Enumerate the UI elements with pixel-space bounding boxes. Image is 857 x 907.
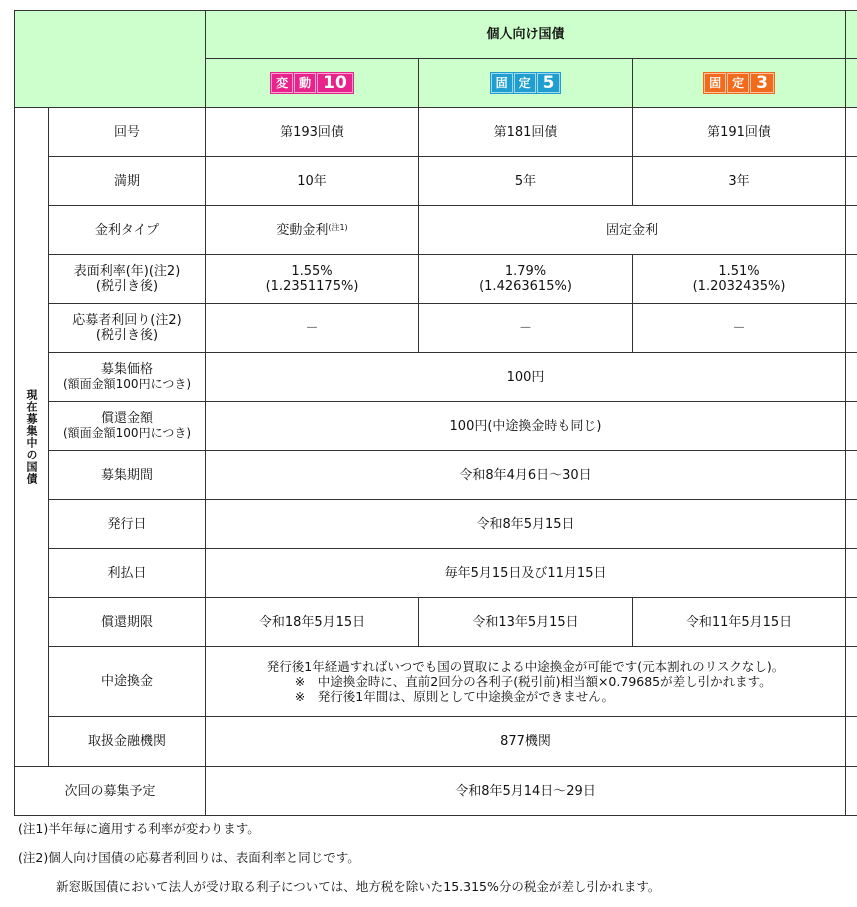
rate-after-tax: (1.2351175%) (206, 279, 418, 294)
badge-char: 固 (704, 73, 726, 93)
row-interest-dates (15, 549, 857, 598)
row-institutions (15, 717, 857, 767)
badge-char: 定 (727, 73, 749, 93)
row-label: 発行日 (49, 500, 206, 549)
header-overflow (846, 59, 857, 108)
cell: 100円 (206, 353, 846, 402)
overflow-cell (846, 108, 857, 157)
cell: 令和8年5月15日 (206, 500, 846, 549)
row-label (49, 255, 206, 304)
row-coupon (15, 255, 857, 304)
cell: － (633, 304, 846, 353)
badge-char: 固 (491, 73, 513, 93)
text-line: ※ 中途換金時に、直前2回分の各利子(税引前)相当額×0.79685が差し引かれます。 (267, 674, 784, 689)
overflow-cell (846, 255, 857, 304)
header-overflow (846, 11, 857, 59)
label-sub: (額面金額100円につき) (49, 426, 205, 441)
cell: 固定金利 (419, 206, 846, 255)
floating-rate-text: 変動金利 (276, 223, 328, 238)
cell: 第191回債 (633, 108, 846, 157)
table-title: 個人向け国債 (206, 11, 846, 59)
cell (633, 255, 846, 304)
overflow-cell (846, 451, 857, 500)
product-header-fixed5 (419, 59, 633, 108)
overflow-cell (846, 598, 857, 647)
cell (206, 206, 419, 255)
overflow-cell (846, 767, 857, 816)
badge-number: 3 (750, 73, 774, 93)
label-main: 応募者利回り(注2) (49, 313, 205, 328)
label-sub: (税引き後) (49, 328, 205, 343)
row-label: 償還期限 (49, 598, 206, 647)
row-label: 満期 (49, 157, 206, 206)
row-issue-date (15, 500, 857, 549)
cell: 3年 (633, 157, 846, 206)
rate: 1.51% (633, 264, 845, 279)
cell: 令和8年4月6日～30日 (206, 451, 846, 500)
row-maturity-date (15, 598, 857, 647)
early-redemption-text (267, 659, 784, 704)
row-label: 次回の募集予定 (15, 767, 206, 816)
overflow-cell (846, 157, 857, 206)
rate: 1.79% (419, 264, 632, 279)
row-maturity (15, 157, 857, 206)
label-main: 募集価格 (49, 362, 205, 377)
cell: 第193回債 (206, 108, 419, 157)
cell (206, 647, 846, 717)
row-early-redemption (15, 647, 857, 717)
row-issue-price (15, 353, 857, 402)
bond-comparison-table (14, 10, 857, 816)
rate-after-tax: (1.4263615%) (419, 279, 632, 294)
text-line: ※ 発行後1年間は、原則として中途換金ができません。 (267, 689, 784, 704)
row-yield (15, 304, 857, 353)
kotei3-badge-icon (703, 72, 775, 94)
overflow-cell (846, 304, 857, 353)
footnote-2: (注2)個人向け国債の応募者利回りは、表面利率と同じです。 (18, 849, 660, 878)
cell: － (206, 304, 419, 353)
footnotes (18, 820, 660, 907)
label-sub: (税引き後) (49, 279, 205, 294)
row-label: 募集期間 (49, 451, 206, 500)
row-label: 中途換金 (49, 647, 206, 717)
overflow-cell (846, 647, 857, 717)
row-next-offering (15, 767, 857, 816)
badge-char: 定 (514, 73, 536, 93)
badge-number: 5 (537, 73, 561, 93)
row-label (49, 353, 206, 402)
kotei5-badge-icon (490, 72, 562, 94)
row-rate-type (15, 206, 857, 255)
cell: 令和8年5月14日～29日 (206, 767, 846, 816)
row-label (49, 402, 206, 451)
row-label: 取扱金融機関 (49, 717, 206, 767)
cell: 第181回債 (419, 108, 633, 157)
hendo10-badge-icon (270, 72, 354, 94)
cell: 令和13年5月15日 (419, 598, 633, 647)
row-label (49, 304, 206, 353)
row-label: 回号 (49, 108, 206, 157)
cell (206, 255, 419, 304)
cell (419, 255, 633, 304)
footnote-1: (注1)半年毎に適用する利率が変わります。 (18, 820, 660, 849)
row-offering-period (15, 451, 857, 500)
overflow-cell (846, 402, 857, 451)
text-line: 発行後1年経過すればいつでも国の買取による中途換金が可能です(元本割れのリスクなし)。 (267, 659, 784, 674)
label-main: 償還金額 (49, 411, 205, 426)
cell: 100円(中途換金時も同じ) (206, 402, 846, 451)
overflow-cell (846, 353, 857, 402)
footnote-3: 新窓販国債において法人が受け取る利子については、地方税を除いた15.315%分の税金が差し引かれます。 (18, 878, 660, 907)
row-label: 金利タイプ (49, 206, 206, 255)
cell: 毎年5月15日及び11月15日 (206, 549, 846, 598)
cell: 877機関 (206, 717, 846, 767)
note-ref: (注1) (328, 223, 347, 232)
side-label-cell (15, 108, 49, 767)
overflow-cell (846, 717, 857, 767)
product-header-fixed3 (633, 59, 846, 108)
side-label: 現在募集中の国債 (24, 389, 39, 485)
overflow-cell (846, 206, 857, 255)
cell: － (419, 304, 633, 353)
cell: 令和11年5月15日 (633, 598, 846, 647)
bond-table-container (14, 10, 857, 816)
row-redemption-amount (15, 402, 857, 451)
badge-char: 動 (294, 73, 316, 93)
overflow-cell (846, 549, 857, 598)
overflow-cell (846, 500, 857, 549)
product-header-floating10 (206, 59, 419, 108)
row-label: 利払日 (49, 549, 206, 598)
cell: 5年 (419, 157, 633, 206)
rate-after-tax: (1.2032435%) (633, 279, 845, 294)
label-main: 表面利率(年)(注2) (49, 264, 205, 279)
cell: 令和18年5月15日 (206, 598, 419, 647)
cell: 10年 (206, 157, 419, 206)
header-corner (15, 11, 206, 108)
row-issue-number (15, 108, 857, 157)
badge-char: 変 (271, 73, 293, 93)
label-sub: (額面金額100円につき) (49, 377, 205, 392)
rate: 1.55% (206, 264, 418, 279)
badge-number: 10 (317, 73, 353, 93)
